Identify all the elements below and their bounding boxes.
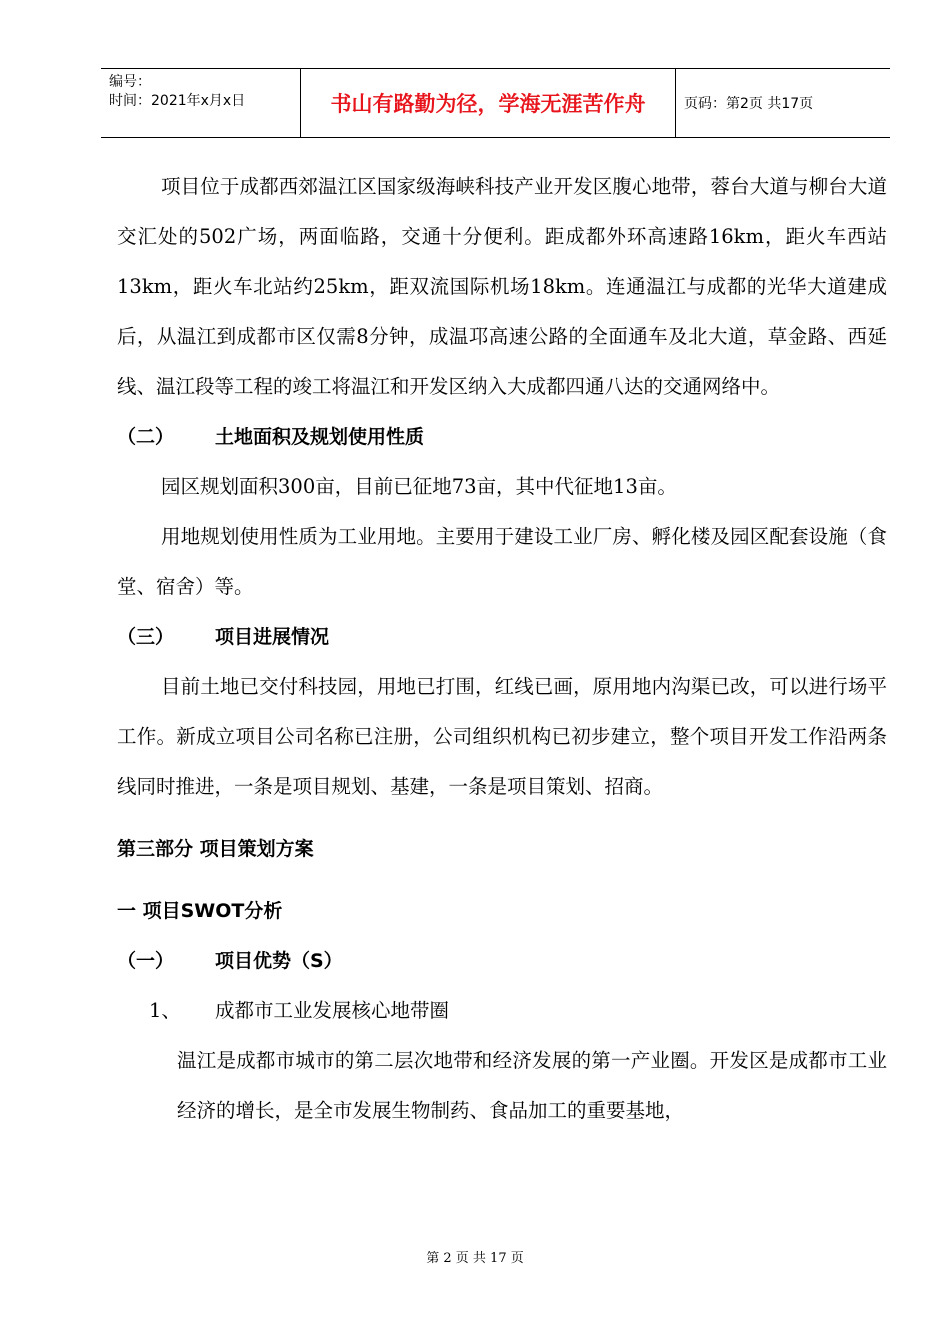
- time-label: 时间：2021年x月x日: [109, 93, 246, 109]
- document-body: [117, 162, 887, 1136]
- swot-title: 一 项目SWOT分析: [117, 900, 283, 922]
- heading-land-area: [117, 412, 887, 462]
- page-footer: 第 2 页 共 17 页: [426, 1251, 524, 1266]
- number-label: 编号：: [109, 74, 151, 90]
- heading-number: （一）: [117, 950, 175, 972]
- heading-progress: [117, 612, 887, 662]
- paragraph-land-use: 用地规划使用性质为工业用地。主要用于建设工业厂房、孵化楼及园区配套设施（食堂、宿舍）等。: [117, 525, 887, 598]
- list-item-core-zone: [117, 986, 887, 1036]
- paragraph-wenjiang: 温江是成都市城市的第二层次地带和经济发展的第一产业圈。开发区是成都市工业经济的增长，是全市发展生物制药、食品加工的重要基地，: [177, 1049, 887, 1122]
- heading-text: 土地面积及规划使用性质: [215, 426, 425, 448]
- header-motto: 书山有路勤为径，学海无涯苦作舟: [301, 69, 676, 137]
- heading-strengths: [117, 936, 887, 986]
- heading-text: 项目优势（S）: [215, 950, 343, 972]
- paragraph-area: 园区规划面积300亩，目前已征地73亩，其中代征地13亩。: [161, 475, 677, 498]
- header-meta: [101, 69, 301, 137]
- header-page-info: 页码：第2页 共17页: [684, 96, 814, 112]
- heading-number: （三）: [117, 626, 175, 648]
- page-header: [101, 68, 890, 138]
- paragraph-location: 项目位于成都西郊温江区国家级海峡科技产业开发区腹心地带，蓉台大道与柳台大道交汇处的502广场，两面临路，交通十分便利。距成都外环高速路16km，距火车西站13km，距火车北站约25km，距双流国际机场18km。连通温江与成都的光华大道建成后，从温江到成都市区仅需8分钟，成温邛高速公路的全面通车及北大道，草金路、西延线、温江段等工程的竣工将温江和开发区纳入大成都四通八达的交通网络中。: [117, 175, 887, 398]
- paragraph-progress: 目前土地已交付科技园，用地已打围，红线已画，原用地内沟渠已改，可以进行场平工作。新成立项目公司名称已注册，公司组织机构已初步建立，整个项目开发工作沿两条线同时推进，一条是项目规划、基建，一条是项目策划、招商。: [117, 675, 887, 798]
- list-text: 成都市工业发展核心地带圈: [215, 999, 450, 1022]
- list-number: 1、: [149, 999, 181, 1022]
- part-three-title: 第三部分 项目策划方案: [117, 838, 314, 860]
- heading-text: 项目进展情况: [215, 626, 330, 648]
- heading-number: （二）: [117, 426, 175, 448]
